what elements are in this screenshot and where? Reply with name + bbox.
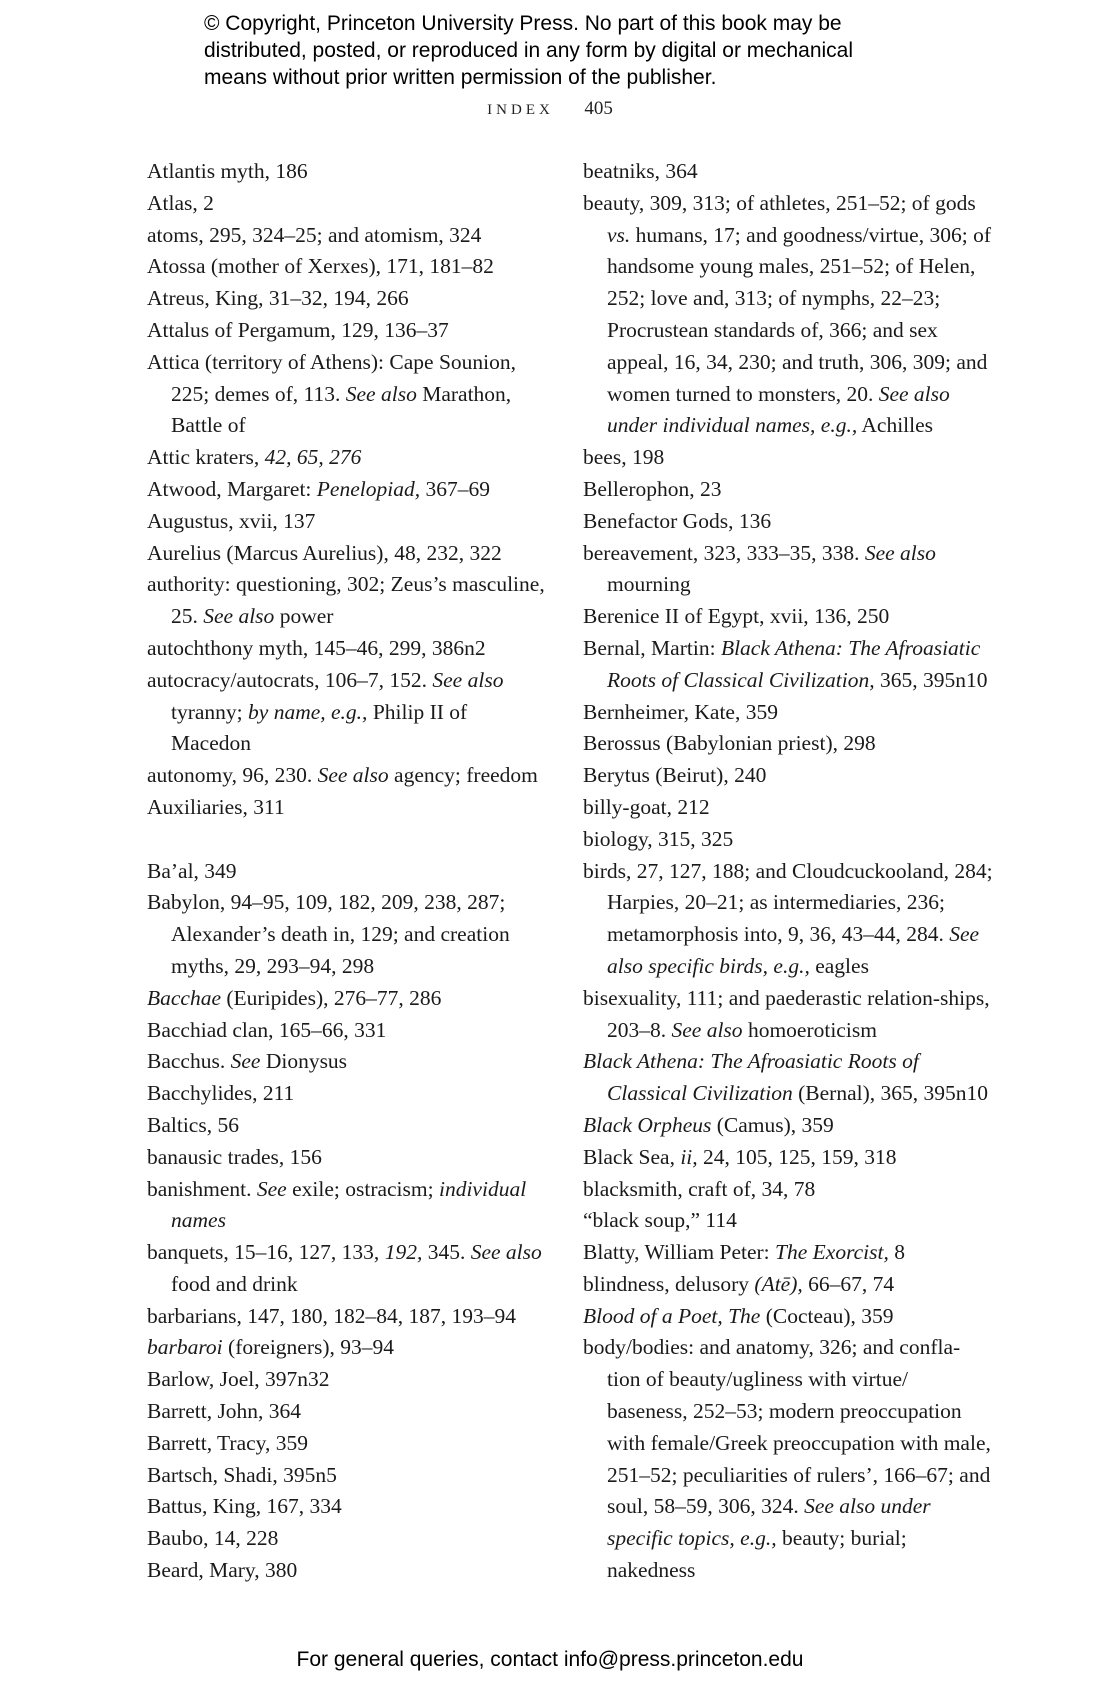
index-entry-italic: See also bbox=[864, 540, 936, 565]
index-entry-text: Barlow, Joel, 397n32 bbox=[147, 1367, 330, 1392]
index-entry-italic: ii, bbox=[680, 1144, 698, 1169]
running-head bbox=[0, 98, 1100, 120]
index-entry-text: beauty, 309, 313; of athletes, 251–52; of gods bbox=[583, 190, 976, 215]
index-entry bbox=[583, 538, 993, 602]
index-entry bbox=[583, 188, 993, 442]
index-entry-text: autochthony myth, 145–46, 299, 386n2 bbox=[147, 635, 486, 660]
index-entry-italic: 42, 65, 276 bbox=[264, 445, 362, 470]
index-entry-text: authority: questioning, 302; Zeus’s masculine, 25. bbox=[147, 572, 545, 629]
index-entry bbox=[583, 1110, 993, 1142]
index-entry-text: (foreigners), 93–94 bbox=[222, 1335, 395, 1360]
index-entry-text: Achilles bbox=[857, 413, 934, 438]
copyright-line: distributed, posted, or reproduced in any form by digital or mechanical bbox=[204, 39, 854, 62]
index-entry-text: Bartsch, Shadi, 395n5 bbox=[147, 1462, 337, 1487]
index-entry-italic: individual names bbox=[171, 1176, 527, 1233]
index-entry-text: Atlantis myth, 186 bbox=[147, 159, 308, 183]
index-entry-text: Attalus of Pergamum, 129, 136–37 bbox=[147, 317, 449, 342]
index-entry-text: autocracy/autocrats, 106–7, 152. bbox=[147, 667, 433, 692]
index-entry-italic: See also under individual names, e.g., bbox=[607, 381, 950, 438]
index-entry bbox=[147, 1015, 547, 1047]
index-entry-text: Baubo, 14, 228 bbox=[147, 1526, 279, 1551]
index-entry bbox=[583, 856, 993, 983]
index-entry-italic: See also bbox=[432, 667, 504, 692]
index-entry-text: Dionysus bbox=[260, 1049, 348, 1074]
index-entry bbox=[583, 697, 993, 729]
index-entry bbox=[147, 1523, 547, 1555]
index-entry bbox=[583, 824, 993, 856]
index-entry-text: exile; ostracism; bbox=[286, 1176, 439, 1201]
index-entry bbox=[583, 1174, 993, 1206]
index-entry-text: Battus, King, 167, 334 bbox=[147, 1494, 342, 1519]
index-entry-text: (Cocteau), 359 bbox=[760, 1303, 894, 1328]
index-entry bbox=[147, 792, 547, 824]
index-entry bbox=[583, 442, 993, 474]
index-entry-text: eagles bbox=[809, 953, 869, 978]
index-entry bbox=[147, 1237, 547, 1301]
index-entry bbox=[147, 506, 547, 538]
index-entry-text: tyranny; bbox=[171, 699, 249, 724]
index-entry bbox=[147, 538, 547, 570]
index-entry-italic: Bacchae bbox=[147, 985, 222, 1010]
index-entry bbox=[147, 1174, 547, 1238]
index-entry-italic: barbaroi bbox=[147, 1335, 223, 1360]
index-entry-text: agency; freedom bbox=[388, 763, 538, 788]
index-entry-text: Philip II of Macedon bbox=[171, 699, 468, 756]
index-entry-text: Babylon, 94–95, 109, 182, 209, 238, 287; Alexander’s death in, 129; and creation myths, 29, 293–94, 298 bbox=[147, 890, 510, 978]
copyright-line: means without prior written permission of the publisher. bbox=[204, 66, 717, 89]
index-entry bbox=[147, 1428, 547, 1460]
index-entry bbox=[583, 1046, 993, 1110]
index-entry-text: 66–67, 74 bbox=[802, 1271, 895, 1296]
index-entry bbox=[147, 983, 547, 1015]
index-entry-text: Bacchiad clan, 165–66, 331 bbox=[147, 1017, 387, 1042]
index-entry-text: banishment. bbox=[147, 1176, 257, 1201]
index-entry-text: 8 bbox=[888, 1240, 905, 1265]
index-entry bbox=[583, 760, 993, 792]
index-entry-italic: See also bbox=[671, 1017, 743, 1042]
index-entry bbox=[147, 1364, 547, 1396]
index-entry-text: Bernheimer, Kate, 359 bbox=[583, 699, 778, 724]
index-entry bbox=[147, 347, 547, 442]
index-entry-text: Atwood, Margaret: bbox=[147, 476, 317, 501]
index-entry-text: atoms, 295, 324–25; and atomism, 324 bbox=[147, 222, 482, 247]
index-entry bbox=[583, 506, 993, 538]
index-entry-italic: Black Athena: The Afroasiatic Roots of Classical Civilization, bbox=[607, 635, 981, 692]
index-entry bbox=[583, 1332, 993, 1586]
index-entry-text: blindness, delusory bbox=[583, 1271, 755, 1296]
index-entry bbox=[147, 633, 547, 665]
index-entry bbox=[147, 251, 547, 283]
running-head-label: INDEX bbox=[487, 102, 554, 118]
index-entry-text: autonomy, 96, 230. bbox=[147, 763, 318, 788]
index-entry-text: beatniks, 364 bbox=[583, 159, 698, 183]
copyright-line: © Copyright, Princeton University Press. No part of this book may be bbox=[204, 12, 842, 35]
index-entry bbox=[147, 156, 547, 188]
index-entry bbox=[147, 1301, 547, 1333]
index-entry-text: Benefactor Gods, 136 bbox=[583, 508, 772, 533]
index-entry-text: blacksmith, craft of, 34, 78 bbox=[583, 1176, 816, 1201]
index-entry bbox=[583, 728, 993, 760]
index-entry bbox=[147, 220, 547, 252]
index-entry-italic: Penelopiad, bbox=[316, 476, 421, 501]
index-entry-text: Berytus (Beirut), 240 bbox=[583, 763, 767, 788]
index-entry bbox=[583, 1237, 993, 1269]
index-entry-text: food and drink bbox=[171, 1271, 298, 1296]
index-entry bbox=[583, 1205, 993, 1237]
footer-contact: For general queries, contact info@press.princeton.edu bbox=[296, 1648, 804, 1671]
index-entry-text: Black Sea, bbox=[583, 1144, 681, 1169]
index-entry-text: Atreus, King, 31–32, 194, 266 bbox=[147, 286, 409, 311]
index-entry bbox=[147, 1491, 547, 1523]
index-entry-text: Bacchylides, 211 bbox=[147, 1081, 295, 1106]
index-entry-text: body/bodies: and anatomy, 326; and confla-tion of beauty/ugliness with virtue/ baseness, 252–53; modern preoccupation with female/Greek preoccupation with male, 251–52; peculiarities of rulers’, 166–67; and soul, 58–59, 306, 324. bbox=[583, 1335, 991, 1519]
index-entry-text: mourning bbox=[607, 572, 691, 597]
index-entry bbox=[147, 1555, 547, 1587]
index-entry-text: banquets, 15–16, 127, 133, bbox=[147, 1240, 385, 1265]
index-entry-text: Bellerophon, 23 bbox=[583, 476, 722, 501]
index-entry-text: banausic trades, 156 bbox=[147, 1144, 322, 1169]
index-entry-text: Bacchus. bbox=[147, 1049, 231, 1074]
index-entry bbox=[147, 1142, 547, 1174]
index-entry bbox=[583, 156, 993, 188]
index-entry-italic: See bbox=[230, 1049, 261, 1074]
index-entry-text: barbarians, 147, 180, 182–84, 187, 193–94 bbox=[147, 1303, 517, 1328]
index-entry-italic: See also bbox=[317, 763, 389, 788]
index-entry bbox=[583, 1142, 993, 1174]
index-entry-text: Ba’al, 349 bbox=[147, 858, 237, 883]
index-entry-text: bisexuality, 111; and paederastic relation-ships, 203–8. bbox=[583, 985, 990, 1042]
index-entry bbox=[147, 315, 547, 347]
index-entry-text: Attica (territory of Athens): Cape Sounion, 225; demes of, 113. bbox=[147, 349, 517, 406]
index-entry bbox=[147, 1396, 547, 1428]
index-column-right bbox=[583, 156, 993, 1587]
index-entry bbox=[147, 1110, 547, 1142]
index-entry bbox=[147, 665, 547, 760]
index-entry-italic: Black Orpheus bbox=[583, 1112, 712, 1137]
index-entry-text: billy-goat, 212 bbox=[583, 794, 710, 819]
index-entry-text: 24, 105, 125, 159, 318 bbox=[697, 1144, 897, 1169]
index-entry-italic: by name, e.g., bbox=[248, 699, 368, 724]
index-entry bbox=[147, 856, 547, 888]
index-entry-text: humans, 17; and goodness/virtue, 306; of handsome young males, 251–52; of Helen, 252; love and, 313; of nymphs, 22–23; Procrustean standards of, 366; and sex appeal, 16, 34, 230; and truth, 306, 309; and women turned to monsters, 20. bbox=[607, 222, 991, 406]
index-entry bbox=[147, 1460, 547, 1492]
index-entry bbox=[147, 760, 547, 792]
index-entry-text: Berenice II of Egypt, xvii, 136, 250 bbox=[583, 604, 890, 629]
index-entry bbox=[583, 983, 993, 1047]
index-entry-text: Atossa (mother of Xerxes), 171, 181–82 bbox=[147, 254, 494, 279]
index-entry bbox=[147, 474, 547, 506]
index-entry-text: Bernal, Martin: bbox=[583, 635, 721, 660]
index-entry bbox=[583, 792, 993, 824]
index-entry-italic: vs. bbox=[607, 222, 631, 247]
index-entry-italic: See also specific birds, e.g., bbox=[607, 922, 980, 978]
index-entry-text: biology, 315, 325 bbox=[583, 826, 734, 851]
index-entry-text: Attic kraters, bbox=[147, 445, 265, 470]
page-number: 405 bbox=[584, 98, 613, 119]
index-entry-text: 345. bbox=[422, 1240, 471, 1265]
index-entry bbox=[147, 283, 547, 315]
index-entry-text: Barrett, Tracy, 359 bbox=[147, 1430, 309, 1455]
index-entry-text: Baltics, 56 bbox=[147, 1112, 239, 1137]
index-entry-text: birds, 27, 127, 188; and Cloudcuckooland, 284; Harpies, 20–21; as intermediaries, 236; metamorphosis into, 9, 36, 43–44, 284. bbox=[583, 858, 993, 947]
index-entry-italic: See bbox=[256, 1176, 287, 1201]
index-entry-text: “black soup,” 114 bbox=[583, 1208, 737, 1233]
index-column-left bbox=[147, 156, 547, 1587]
index-entry-italic: Blood of a Poet, The bbox=[583, 1303, 761, 1328]
index-entry-text: Berossus (Babylonian priest), 298 bbox=[583, 731, 876, 756]
index-entry-italic: The Exorcist, bbox=[775, 1240, 889, 1265]
index-entry-text: bees, 198 bbox=[583, 445, 665, 470]
index-entry-text: Beard, Mary, 380 bbox=[147, 1558, 298, 1583]
index-entry-italic: See also bbox=[345, 381, 417, 406]
index-entry-italic: Black Athena: The Afroasiatic Roots of Classical Civilization bbox=[583, 1049, 919, 1106]
index-entry bbox=[147, 1332, 547, 1364]
index-entry-text: Aurelius (Marcus Aurelius), 48, 232, 322 bbox=[147, 540, 502, 565]
index-entry-italic: See also bbox=[470, 1240, 542, 1265]
index-entry bbox=[583, 1301, 993, 1333]
index-entry-text: beauty; burial; nakedness bbox=[607, 1526, 907, 1583]
index-entry-text: Marathon, Battle of bbox=[171, 381, 512, 438]
index-entry-text: power bbox=[274, 604, 334, 629]
letter-gap bbox=[147, 824, 547, 856]
index-entry-text: (Euripides), 276–77, 286 bbox=[221, 985, 442, 1010]
index-entry-text: Auxiliaries, 311 bbox=[147, 794, 285, 819]
index-entry-text: Atlas, 2 bbox=[147, 190, 214, 215]
index-entry-text: 365, 395n10 bbox=[874, 667, 988, 692]
index-entry bbox=[583, 601, 993, 633]
index-entry bbox=[147, 442, 547, 474]
index-entry-text: homoeroticism bbox=[742, 1017, 877, 1042]
index-entry-text: (Camus), 359 bbox=[711, 1112, 834, 1137]
index-entry-italic: 192, bbox=[384, 1240, 423, 1265]
index-entry-text: Barrett, John, 364 bbox=[147, 1399, 302, 1424]
index-entry bbox=[583, 474, 993, 506]
index-entry bbox=[147, 887, 547, 982]
index-entry-text: Augustus, xvii, 137 bbox=[147, 508, 316, 533]
index-entry bbox=[147, 1078, 547, 1110]
index-entry bbox=[147, 1046, 547, 1078]
copyright-notice bbox=[204, 10, 964, 91]
index-entry-italic: See also under specific topics, e.g., bbox=[607, 1494, 931, 1551]
index-entry-text: Blatty, William Peter: bbox=[583, 1240, 776, 1265]
index-entry-italic: (Atē), bbox=[754, 1271, 803, 1296]
index-entry bbox=[147, 569, 547, 633]
index-entry-text: bereavement, 323, 333–35, 338. bbox=[583, 540, 865, 565]
index-entry-text: 367–69 bbox=[420, 476, 490, 501]
index-entry bbox=[583, 633, 993, 697]
index-entry bbox=[147, 188, 547, 220]
index-entry-italic: See also bbox=[203, 604, 275, 629]
index-entry bbox=[583, 1269, 993, 1301]
index-entry-text: (Bernal), 365, 395n10 bbox=[792, 1081, 989, 1106]
